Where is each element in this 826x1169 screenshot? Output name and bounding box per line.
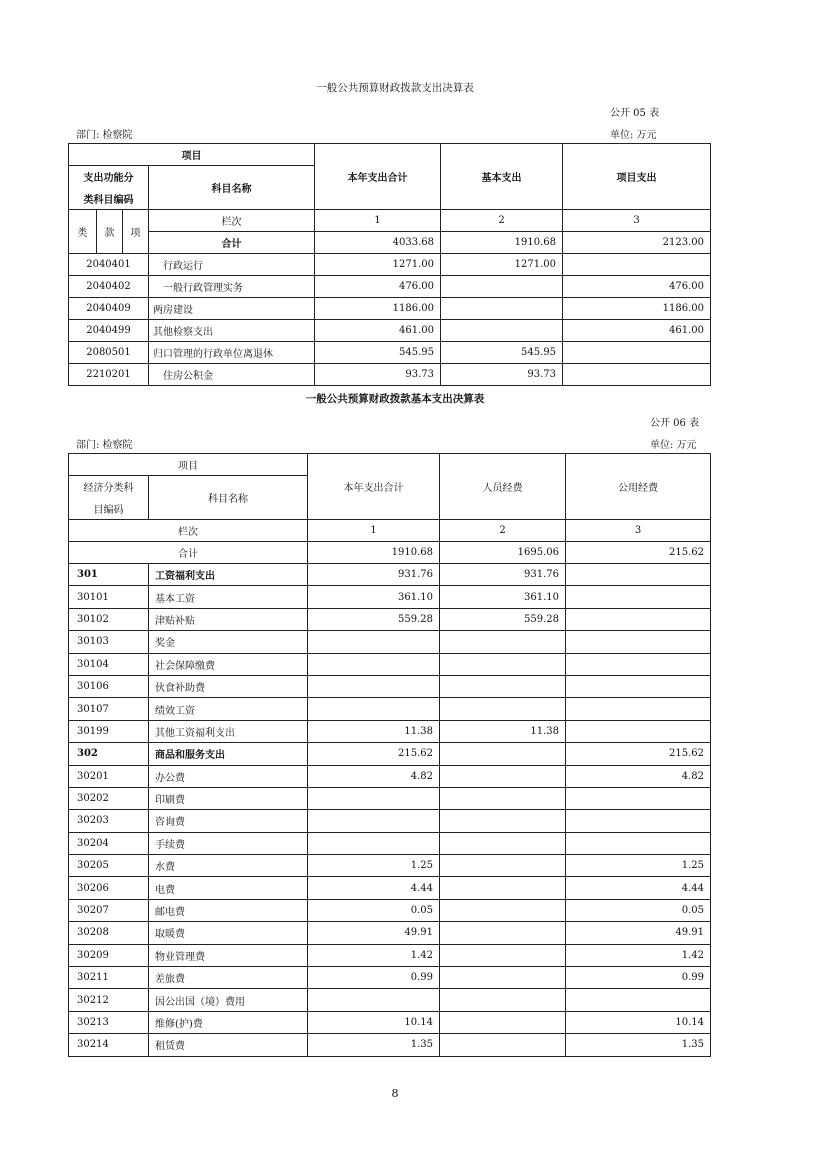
row-public xyxy=(566,586,711,608)
row-total: 1.42 xyxy=(308,944,440,966)
t1-sum-proj: 2123.00 xyxy=(563,232,711,254)
row-total: 4.44 xyxy=(308,877,440,899)
table1 xyxy=(68,143,711,386)
row-public xyxy=(566,653,711,675)
row-name: 一般行政管理实务 xyxy=(149,276,315,298)
row-name: 其他工资福利支出 xyxy=(149,720,308,742)
row-public: 0.99 xyxy=(566,967,711,989)
table1-title: 一般公共预算财政拨款支出决算表 xyxy=(316,82,474,94)
row-personnel xyxy=(440,743,566,765)
row-public xyxy=(566,675,711,697)
t1-head-kuan: 款 xyxy=(97,210,123,254)
table-row xyxy=(69,877,711,899)
row-code: 30209 xyxy=(69,944,149,966)
row-basic xyxy=(441,320,563,342)
row-code: 30107 xyxy=(69,698,149,720)
row-code: 2210201 xyxy=(69,364,149,386)
table-row xyxy=(69,967,711,989)
t1-head-code-2: 类科目编码 xyxy=(69,188,149,210)
t1-head-basic: 基本支出 xyxy=(441,144,563,210)
table-row xyxy=(69,810,711,832)
table-row xyxy=(69,342,711,364)
row-public xyxy=(566,720,711,742)
row-name: 物业管理费 xyxy=(149,944,308,966)
row-name: 电费 xyxy=(149,877,308,899)
t2-head-total: 本年支出合计 xyxy=(308,454,440,520)
table-row xyxy=(69,989,711,1011)
row-total xyxy=(308,631,440,653)
table2-code: 公开 06 表 xyxy=(650,418,700,429)
row-name: 两房建设 xyxy=(149,298,315,320)
row-personnel xyxy=(440,1011,566,1033)
row-public xyxy=(566,810,711,832)
table-row xyxy=(69,631,711,653)
row-proj: 1186.00 xyxy=(563,298,711,320)
row-code: 30104 xyxy=(69,653,149,675)
row-personnel: 11.38 xyxy=(440,720,566,742)
row-public xyxy=(566,631,711,653)
row-public: 215.62 xyxy=(566,743,711,765)
row-code: 30204 xyxy=(69,832,149,854)
row-total: 4.82 xyxy=(308,765,440,787)
row-total xyxy=(308,675,440,697)
row-personnel xyxy=(440,698,566,720)
row-proj: 461.00 xyxy=(563,320,711,342)
table-row xyxy=(69,743,711,765)
table1-code: 公开 05 表 xyxy=(610,108,660,119)
row-total: 0.99 xyxy=(308,967,440,989)
row-total: 11.38 xyxy=(308,720,440,742)
row-total xyxy=(308,989,440,1011)
table-row xyxy=(69,320,711,342)
row-name: 手续费 xyxy=(149,832,308,854)
row-public xyxy=(566,832,711,854)
row-personnel xyxy=(440,810,566,832)
row-total: 931.76 xyxy=(308,564,440,586)
table2-title: 一般公共预算财政拨款基本支出决算表 xyxy=(305,393,485,405)
row-code: 2040499 xyxy=(69,320,149,342)
row-public xyxy=(566,564,711,586)
row-code: 2040402 xyxy=(69,276,149,298)
row-proj xyxy=(563,364,711,386)
row-public: 1.35 xyxy=(566,1034,711,1056)
table-row xyxy=(69,832,711,854)
table-row xyxy=(69,653,711,675)
row-personnel xyxy=(440,765,566,787)
row-total xyxy=(308,832,440,854)
table-row xyxy=(69,944,711,966)
row-code: 30199 xyxy=(69,720,149,742)
row-personnel xyxy=(440,832,566,854)
row-total: 1271.00 xyxy=(315,254,441,276)
t1-sum-label: 合计 xyxy=(149,232,315,254)
row-name: 咨询费 xyxy=(149,810,308,832)
row-basic xyxy=(441,276,563,298)
row-code: 30205 xyxy=(69,855,149,877)
row-name: 取暖费 xyxy=(149,922,308,944)
row-code: 30214 xyxy=(69,1034,149,1056)
row-personnel xyxy=(440,899,566,921)
row-public: 4.44 xyxy=(566,877,711,899)
table-row xyxy=(69,787,711,809)
row-name: 绩效工资 xyxy=(149,698,308,720)
row-code: 30213 xyxy=(69,1011,149,1033)
row-total xyxy=(308,810,440,832)
t2-head-public: 公用经费 xyxy=(566,454,711,520)
row-code: 30103 xyxy=(69,631,149,653)
row-name: 基本工资 xyxy=(149,586,308,608)
row-total: 49.91 xyxy=(308,922,440,944)
t1-col2: 2 xyxy=(441,210,563,232)
t2-col-label: 栏次 xyxy=(69,520,308,542)
t2-col2: 2 xyxy=(440,520,566,542)
table-row xyxy=(69,720,711,742)
t1-sum-total: 4033.68 xyxy=(315,232,441,254)
row-public: 10.14 xyxy=(566,1011,711,1033)
row-personnel xyxy=(440,787,566,809)
t1-col1: 1 xyxy=(315,210,441,232)
table-row xyxy=(69,254,711,276)
table-row xyxy=(69,675,711,697)
row-name: 奖金 xyxy=(149,631,308,653)
table-row xyxy=(69,855,711,877)
row-code: 30207 xyxy=(69,899,149,921)
t2-head-code-2: 目编码 xyxy=(69,498,149,520)
row-code: 30102 xyxy=(69,608,149,630)
table-row xyxy=(69,298,711,320)
row-name: 租赁费 xyxy=(149,1034,308,1056)
table-row xyxy=(69,1034,711,1056)
row-proj: 476.00 xyxy=(563,276,711,298)
t2-sum-public: 215.62 xyxy=(566,542,711,564)
row-name: 工资福利支出 xyxy=(149,564,308,586)
row-personnel xyxy=(440,675,566,697)
row-code: 30106 xyxy=(69,675,149,697)
row-code: 2040401 xyxy=(69,254,149,276)
row-name: 印刷费 xyxy=(149,787,308,809)
t2-sum-personnel: 1695.06 xyxy=(440,542,566,564)
row-public xyxy=(566,608,711,630)
t2-head-project: 项目 xyxy=(69,454,308,476)
row-basic xyxy=(441,298,563,320)
row-personnel xyxy=(440,877,566,899)
t1-head-xiang: 项 xyxy=(123,210,149,254)
row-name: 水费 xyxy=(149,855,308,877)
table-row xyxy=(69,765,711,787)
t2-sum-total: 1910.68 xyxy=(308,542,440,564)
row-total: 10.14 xyxy=(308,1011,440,1033)
t1-col3: 3 xyxy=(563,210,711,232)
row-proj xyxy=(563,254,711,276)
row-name: 伙食补助费 xyxy=(149,675,308,697)
row-name: 商品和服务支出 xyxy=(149,743,308,765)
row-code: 30212 xyxy=(69,989,149,1011)
row-public xyxy=(566,698,711,720)
t1-col-label: 栏次 xyxy=(149,210,315,232)
row-total: 1186.00 xyxy=(315,298,441,320)
row-personnel xyxy=(440,989,566,1011)
row-personnel: 559.28 xyxy=(440,608,566,630)
row-basic: 545.95 xyxy=(441,342,563,364)
row-name: 邮电费 xyxy=(149,899,308,921)
row-personnel xyxy=(440,1034,566,1056)
row-code: 2080501 xyxy=(69,342,149,364)
table-row xyxy=(69,364,711,386)
table-row xyxy=(69,698,711,720)
row-public: 1.25 xyxy=(566,855,711,877)
row-total: 93.73 xyxy=(315,364,441,386)
row-total xyxy=(308,698,440,720)
row-total: 0.05 xyxy=(308,899,440,921)
row-proj xyxy=(563,342,711,364)
t2-col3: 3 xyxy=(566,520,711,542)
table2-unit: 单位: 万元 xyxy=(650,440,697,451)
row-public: 4.82 xyxy=(566,765,711,787)
table-row xyxy=(69,586,711,608)
row-total: 1.35 xyxy=(308,1034,440,1056)
row-name: 津贴补贴 xyxy=(149,608,308,630)
row-code: 302 xyxy=(69,743,149,765)
t2-sum-label: 合计 xyxy=(69,542,308,564)
row-total: 545.95 xyxy=(315,342,441,364)
row-personnel xyxy=(440,967,566,989)
row-name: 行政运行 xyxy=(149,254,315,276)
row-total: 559.28 xyxy=(308,608,440,630)
row-total: 1.25 xyxy=(308,855,440,877)
row-code: 2040409 xyxy=(69,298,149,320)
row-name: 办公费 xyxy=(149,765,308,787)
t1-head-lei: 类 xyxy=(69,210,97,254)
row-total: 215.62 xyxy=(308,743,440,765)
row-public xyxy=(566,989,711,1011)
row-public: 49.91 xyxy=(566,922,711,944)
row-total: 476.00 xyxy=(315,276,441,298)
table-row xyxy=(69,564,711,586)
row-total: 361.10 xyxy=(308,586,440,608)
row-personnel: 931.76 xyxy=(440,564,566,586)
t2-head-personnel: 人员经费 xyxy=(440,454,566,520)
t2-head-name: 科目名称 xyxy=(149,476,308,520)
table2-dept: 部门: 检察院 xyxy=(76,440,133,451)
row-code: 30211 xyxy=(69,967,149,989)
row-public xyxy=(566,787,711,809)
row-personnel xyxy=(440,922,566,944)
t1-head-proj: 项目支出 xyxy=(563,144,711,210)
t1-head-total: 本年支出合计 xyxy=(315,144,441,210)
row-name: 归口管理的行政单位离退休 xyxy=(149,342,315,364)
t2-col1: 1 xyxy=(308,520,440,542)
table2 xyxy=(68,453,711,1057)
table-row xyxy=(69,899,711,921)
row-code: 301 xyxy=(69,564,149,586)
row-total xyxy=(308,787,440,809)
t1-head-code-1: 支出功能分 xyxy=(69,166,149,188)
t2-head-code-1: 经济分类科 xyxy=(69,476,149,498)
row-code: 30206 xyxy=(69,877,149,899)
t1-sum-basic: 1910.68 xyxy=(441,232,563,254)
table-row xyxy=(69,276,711,298)
t1-head-name: 科目名称 xyxy=(149,166,315,210)
row-name: 因公出国（境）费用 xyxy=(149,989,308,1011)
table-row xyxy=(69,1011,711,1033)
row-name: 住房公积金 xyxy=(149,364,315,386)
row-code: 30201 xyxy=(69,765,149,787)
page-number: 8 xyxy=(391,1087,399,1100)
row-basic: 93.73 xyxy=(441,364,563,386)
row-name: 其他检察支出 xyxy=(149,320,315,342)
t1-head-project: 项目 xyxy=(69,144,315,166)
row-personnel xyxy=(440,631,566,653)
table1-unit: 单位: 万元 xyxy=(610,130,657,141)
row-public: 0.05 xyxy=(566,899,711,921)
row-personnel: 361.10 xyxy=(440,586,566,608)
row-code: 30208 xyxy=(69,922,149,944)
row-basic: 1271.00 xyxy=(441,254,563,276)
row-personnel xyxy=(440,653,566,675)
row-code: 30101 xyxy=(69,586,149,608)
row-public: 1.42 xyxy=(566,944,711,966)
row-total xyxy=(308,653,440,675)
row-code: 30203 xyxy=(69,810,149,832)
table1-dept: 部门: 检察院 xyxy=(76,130,133,141)
row-personnel xyxy=(440,855,566,877)
row-name: 差旅费 xyxy=(149,967,308,989)
table-row xyxy=(69,922,711,944)
row-name: 维修(护)费 xyxy=(149,1011,308,1033)
row-code: 30202 xyxy=(69,787,149,809)
row-name: 社会保障缴费 xyxy=(149,653,308,675)
row-total: 461.00 xyxy=(315,320,441,342)
table-row xyxy=(69,608,711,630)
row-personnel xyxy=(440,944,566,966)
